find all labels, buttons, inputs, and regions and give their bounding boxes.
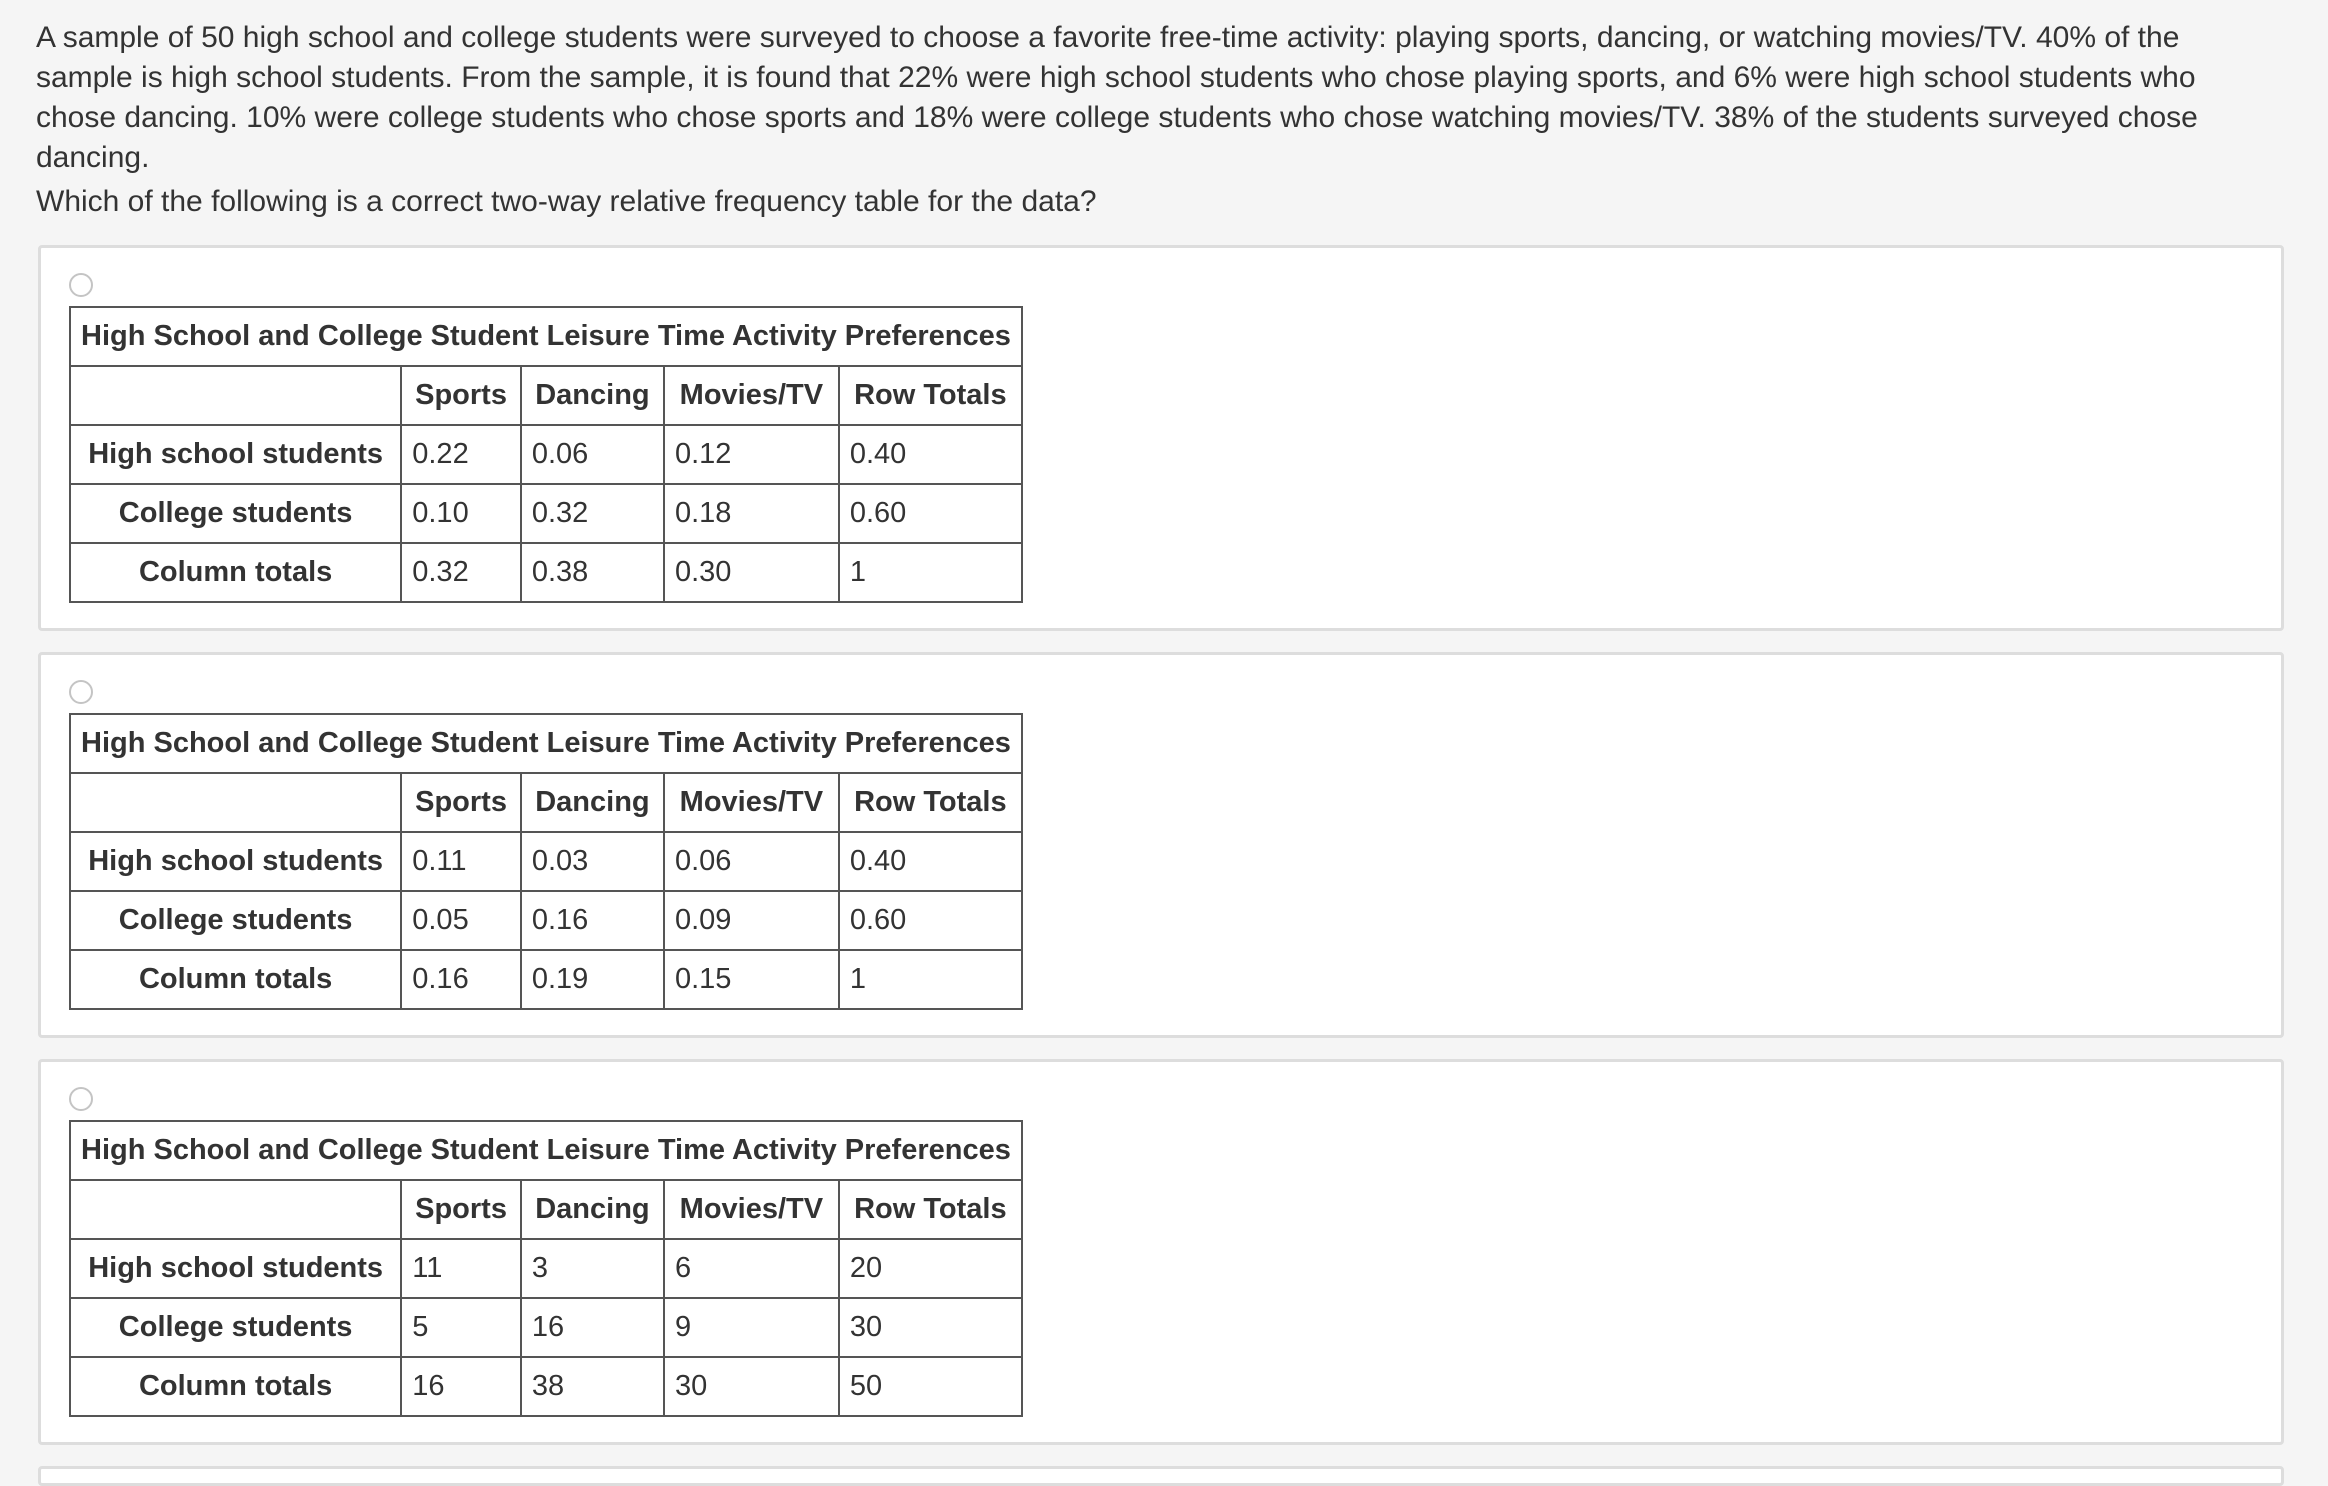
table-cell: 0.16: [521, 891, 664, 950]
table-cell: 0.18: [664, 484, 839, 543]
option-2-table: [69, 713, 1023, 1010]
option-2-radio[interactable]: [69, 680, 93, 704]
table-cell: 3: [521, 1239, 664, 1298]
table-cell: 0.32: [401, 543, 521, 602]
row-header-college: College students: [70, 1298, 401, 1357]
col-header-movies-tv: Movies/TV: [664, 773, 839, 832]
table-cell: 0.06: [521, 425, 664, 484]
table-cell: 50: [839, 1357, 1022, 1416]
col-header-row-totals: Row Totals: [839, 773, 1022, 832]
col-header-dancing: Dancing: [521, 1180, 664, 1239]
col-header-sports: Sports: [401, 773, 521, 832]
table-cell: 0.30: [664, 543, 839, 602]
table-cell: 1: [839, 950, 1022, 1009]
table-cell: 0.60: [839, 484, 1022, 543]
row-header-college: College students: [70, 891, 401, 950]
table-cell: 0.06: [664, 832, 839, 891]
row-header-column-totals: Column totals: [70, 950, 401, 1009]
answer-option-4-partial[interactable]: [38, 1466, 2284, 1486]
question-prompt: Which of the following is a correct two-way relative frequency table for the data?: [36, 185, 1097, 218]
table-cell: 0.12: [664, 425, 839, 484]
table-title: High School and College Student Leisure Time Activity Preferences: [70, 1121, 1022, 1180]
table-row: [70, 425, 1022, 484]
table-cell: 0.15: [664, 950, 839, 1009]
table-cell: 0.19: [521, 950, 664, 1009]
table-cell: 20: [839, 1239, 1022, 1298]
col-header-dancing: Dancing: [521, 773, 664, 832]
answer-option-3[interactable]: [38, 1059, 2284, 1445]
table-row: [70, 1239, 1022, 1298]
table-corner-cell: [70, 1180, 401, 1239]
table-row: [70, 484, 1022, 543]
table-cell: 0.11: [401, 832, 521, 891]
table-cell: 0.10: [401, 484, 521, 543]
table-cell: 0.40: [839, 832, 1022, 891]
col-header-movies-tv: Movies/TV: [664, 1180, 839, 1239]
answer-option-1[interactable]: [38, 245, 2284, 631]
table-cell: 0.22: [401, 425, 521, 484]
table-cell: 0.05: [401, 891, 521, 950]
table-corner-cell: [70, 773, 401, 832]
row-header-college: College students: [70, 484, 401, 543]
question-text: A sample of 50 high school and college students were surveyed to choose a favorite free-time activity: playing sports, dancing, or watching movies/TV. 40% of the sample is high school students. From the sample, it is found that 22% were high school students who chose playing sports, and 6% were high school students who chose dancing. 10% were college students who chose sports and 18% were college students who chose watching movies/TV. 38% of the students surveyed chose dancing.: [36, 21, 2198, 174]
table-row: [70, 1298, 1022, 1357]
row-header-high-school: High school students: [70, 832, 401, 891]
table-cell: 16: [401, 1357, 521, 1416]
table-cell: 0.16: [401, 950, 521, 1009]
option-3-table: [69, 1120, 1023, 1417]
table-row: [70, 1357, 1022, 1416]
table-row: [70, 891, 1022, 950]
col-header-sports: Sports: [401, 1180, 521, 1239]
table-cell: 16: [521, 1298, 664, 1357]
row-header-high-school: High school students: [70, 1239, 401, 1298]
table-cell: 0.40: [839, 425, 1022, 484]
table-cell: 0.03: [521, 832, 664, 891]
col-header-sports: Sports: [401, 366, 521, 425]
table-cell: 0.09: [664, 891, 839, 950]
table-title: High School and College Student Leisure Time Activity Preferences: [70, 714, 1022, 773]
table-cell: 0.60: [839, 891, 1022, 950]
row-header-column-totals: Column totals: [70, 1357, 401, 1416]
option-3-radio[interactable]: [69, 1087, 93, 1111]
row-header-high-school: High school students: [70, 425, 401, 484]
col-header-row-totals: Row Totals: [839, 1180, 1022, 1239]
table-row: [70, 543, 1022, 602]
option-1-radio[interactable]: [69, 273, 93, 297]
col-header-dancing: Dancing: [521, 366, 664, 425]
option-1-table: [69, 306, 1023, 603]
col-header-row-totals: Row Totals: [839, 366, 1022, 425]
table-cell: 38: [521, 1357, 664, 1416]
table-corner-cell: [70, 366, 401, 425]
table-cell: 1: [839, 543, 1022, 602]
table-row: [70, 950, 1022, 1009]
table-cell: 9: [664, 1298, 839, 1357]
table-title: High School and College Student Leisure Time Activity Preferences: [70, 307, 1022, 366]
row-header-column-totals: Column totals: [70, 543, 401, 602]
table-cell: 5: [401, 1298, 521, 1357]
table-cell: 0.38: [521, 543, 664, 602]
table-cell: 6: [664, 1239, 839, 1298]
col-header-movies-tv: Movies/TV: [664, 366, 839, 425]
answer-option-2[interactable]: [38, 652, 2284, 1038]
table-row: [70, 832, 1022, 891]
table-cell: 30: [664, 1357, 839, 1416]
table-cell: 30: [839, 1298, 1022, 1357]
table-cell: 11: [401, 1239, 521, 1298]
table-cell: 0.32: [521, 484, 664, 543]
